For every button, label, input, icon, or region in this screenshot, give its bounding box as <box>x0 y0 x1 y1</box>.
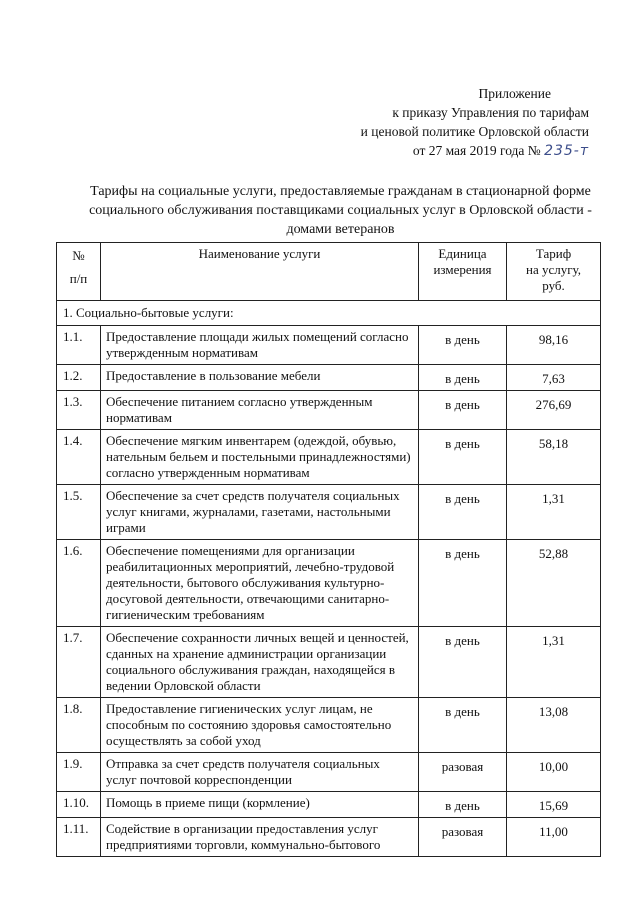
row-number: 1.8. <box>57 698 101 753</box>
header-unit-line2: измерения <box>433 262 492 277</box>
row-service-name: Предоставление в пользование мебели <box>101 365 419 391</box>
table-row <box>57 326 601 365</box>
row-unit: в день <box>419 430 507 485</box>
row-number: 1.4. <box>57 430 101 485</box>
tariff-table <box>56 242 601 857</box>
appendix-department: и ценовой политике Орловской области <box>360 124 589 139</box>
table-header-row <box>57 243 601 301</box>
table-row <box>57 365 601 391</box>
row-unit: в день <box>419 627 507 698</box>
row-unit: в день <box>419 792 507 818</box>
row-tariff: 58,18 <box>507 430 601 485</box>
row-tariff: 7,63 <box>507 365 601 391</box>
row-tariff: 10,00 <box>507 753 601 792</box>
row-number: 1.10. <box>57 792 101 818</box>
row-unit: разовая <box>419 818 507 857</box>
row-number: 1.5. <box>57 485 101 540</box>
row-service-name: Предоставление гигиенических услуг лицам, не способным по состоянию здоровья самостоятельно осуществлять за собой уход <box>101 698 419 753</box>
table-row <box>57 792 601 818</box>
row-service-name: Обеспечение за счет средств получателя социальных услуг книгами, журналами, газетами, настольными играми <box>101 485 419 540</box>
table-row <box>57 627 601 698</box>
row-number: 1.1. <box>57 326 101 365</box>
header-tariff-line2: на услугу, <box>525 262 581 277</box>
header-number <box>57 243 101 301</box>
header-tariff-line1: Тариф <box>535 246 572 261</box>
row-service-name: Предоставление площади жилых помещений согласно утвержденным нормативам <box>101 326 419 365</box>
table-row <box>57 391 601 430</box>
header-tariff <box>507 243 601 301</box>
row-tariff: 276,69 <box>507 391 601 430</box>
section-row <box>57 301 601 326</box>
header-unit <box>419 243 507 301</box>
row-service-name: Обеспечение питанием согласно утвержденным нормативам <box>101 391 419 430</box>
row-service-name: Отправка за счет средств получателя социальных услуг почтовой корреспонденции <box>101 753 419 792</box>
row-service-name: Помощь в приеме пищи (кормление) <box>101 792 419 818</box>
row-service-name: Содействие в организации предоставления услуг предприятиями торговли, коммунально-бытового <box>101 818 419 857</box>
appendix-block <box>361 84 589 161</box>
row-unit: в день <box>419 391 507 430</box>
row-service-name: Обеспечение сохранности личных вещей и ценностей, сданных на хранение администрации организации социального обслуживания граждан, находящейся в ведении Орловской области <box>101 627 419 698</box>
header-number-label: п/п <box>69 271 88 286</box>
row-number: 1.2. <box>57 365 101 391</box>
row-tariff: 1,31 <box>507 627 601 698</box>
row-unit: в день <box>419 698 507 753</box>
row-tariff: 98,16 <box>507 326 601 365</box>
row-service-name: Обеспечение помещениями для организации реабилитационных мероприятий, лечебно-трудовой деятельности, бытового обслуживания культурно-досуговой деятельности, отвечающими санитарно-гигиеническим требованиям <box>101 540 419 627</box>
table-row <box>57 818 601 857</box>
table-row <box>57 430 601 485</box>
row-unit: в день <box>419 485 507 540</box>
document-title: Тарифы на социальные услуги, предоставляемые гражданам в стационарной форме социального обслуживания поставщиками социальных услуг в Орловской области - домами ветеранов <box>89 184 592 237</box>
row-tariff: 52,88 <box>507 540 601 627</box>
row-tariff: 15,69 <box>507 792 601 818</box>
row-service-name: Обеспечение мягким инвентарем (одеждой, обувью, нательным бельем и постельными принадлежностями) согласно утвержденным нормативам <box>101 430 419 485</box>
row-number: 1.9. <box>57 753 101 792</box>
header-number-symbol: № <box>72 248 85 263</box>
row-tariff: 13,08 <box>507 698 601 753</box>
appendix-date-line <box>361 141 589 161</box>
row-unit: разовая <box>419 753 507 792</box>
row-unit: в день <box>419 326 507 365</box>
section-title: 1. Социально-бытовые услуги: <box>57 301 601 326</box>
row-number: 1.6. <box>57 540 101 627</box>
row-unit: в день <box>419 540 507 627</box>
row-unit: в день <box>419 365 507 391</box>
appendix-order-ref: к приказу Управления по тарифам <box>392 105 589 120</box>
header-service-name: Наименование услуги <box>101 243 419 301</box>
row-tariff: 1,31 <box>507 485 601 540</box>
row-number: 1.7. <box>57 627 101 698</box>
appendix-date: от 27 мая 2019 года № <box>412 143 541 158</box>
table-row <box>57 698 601 753</box>
header-unit-line1: Единица <box>438 246 487 261</box>
table-row <box>57 485 601 540</box>
row-number: 1.3. <box>57 391 101 430</box>
appendix-title: Приложение <box>478 86 551 101</box>
table-row <box>57 540 601 627</box>
row-number: 1.11. <box>57 818 101 857</box>
table-row <box>57 753 601 792</box>
header-tariff-line3: руб. <box>542 278 565 293</box>
row-tariff: 11,00 <box>507 818 601 857</box>
handwritten-order-number: 235-т <box>544 143 589 159</box>
